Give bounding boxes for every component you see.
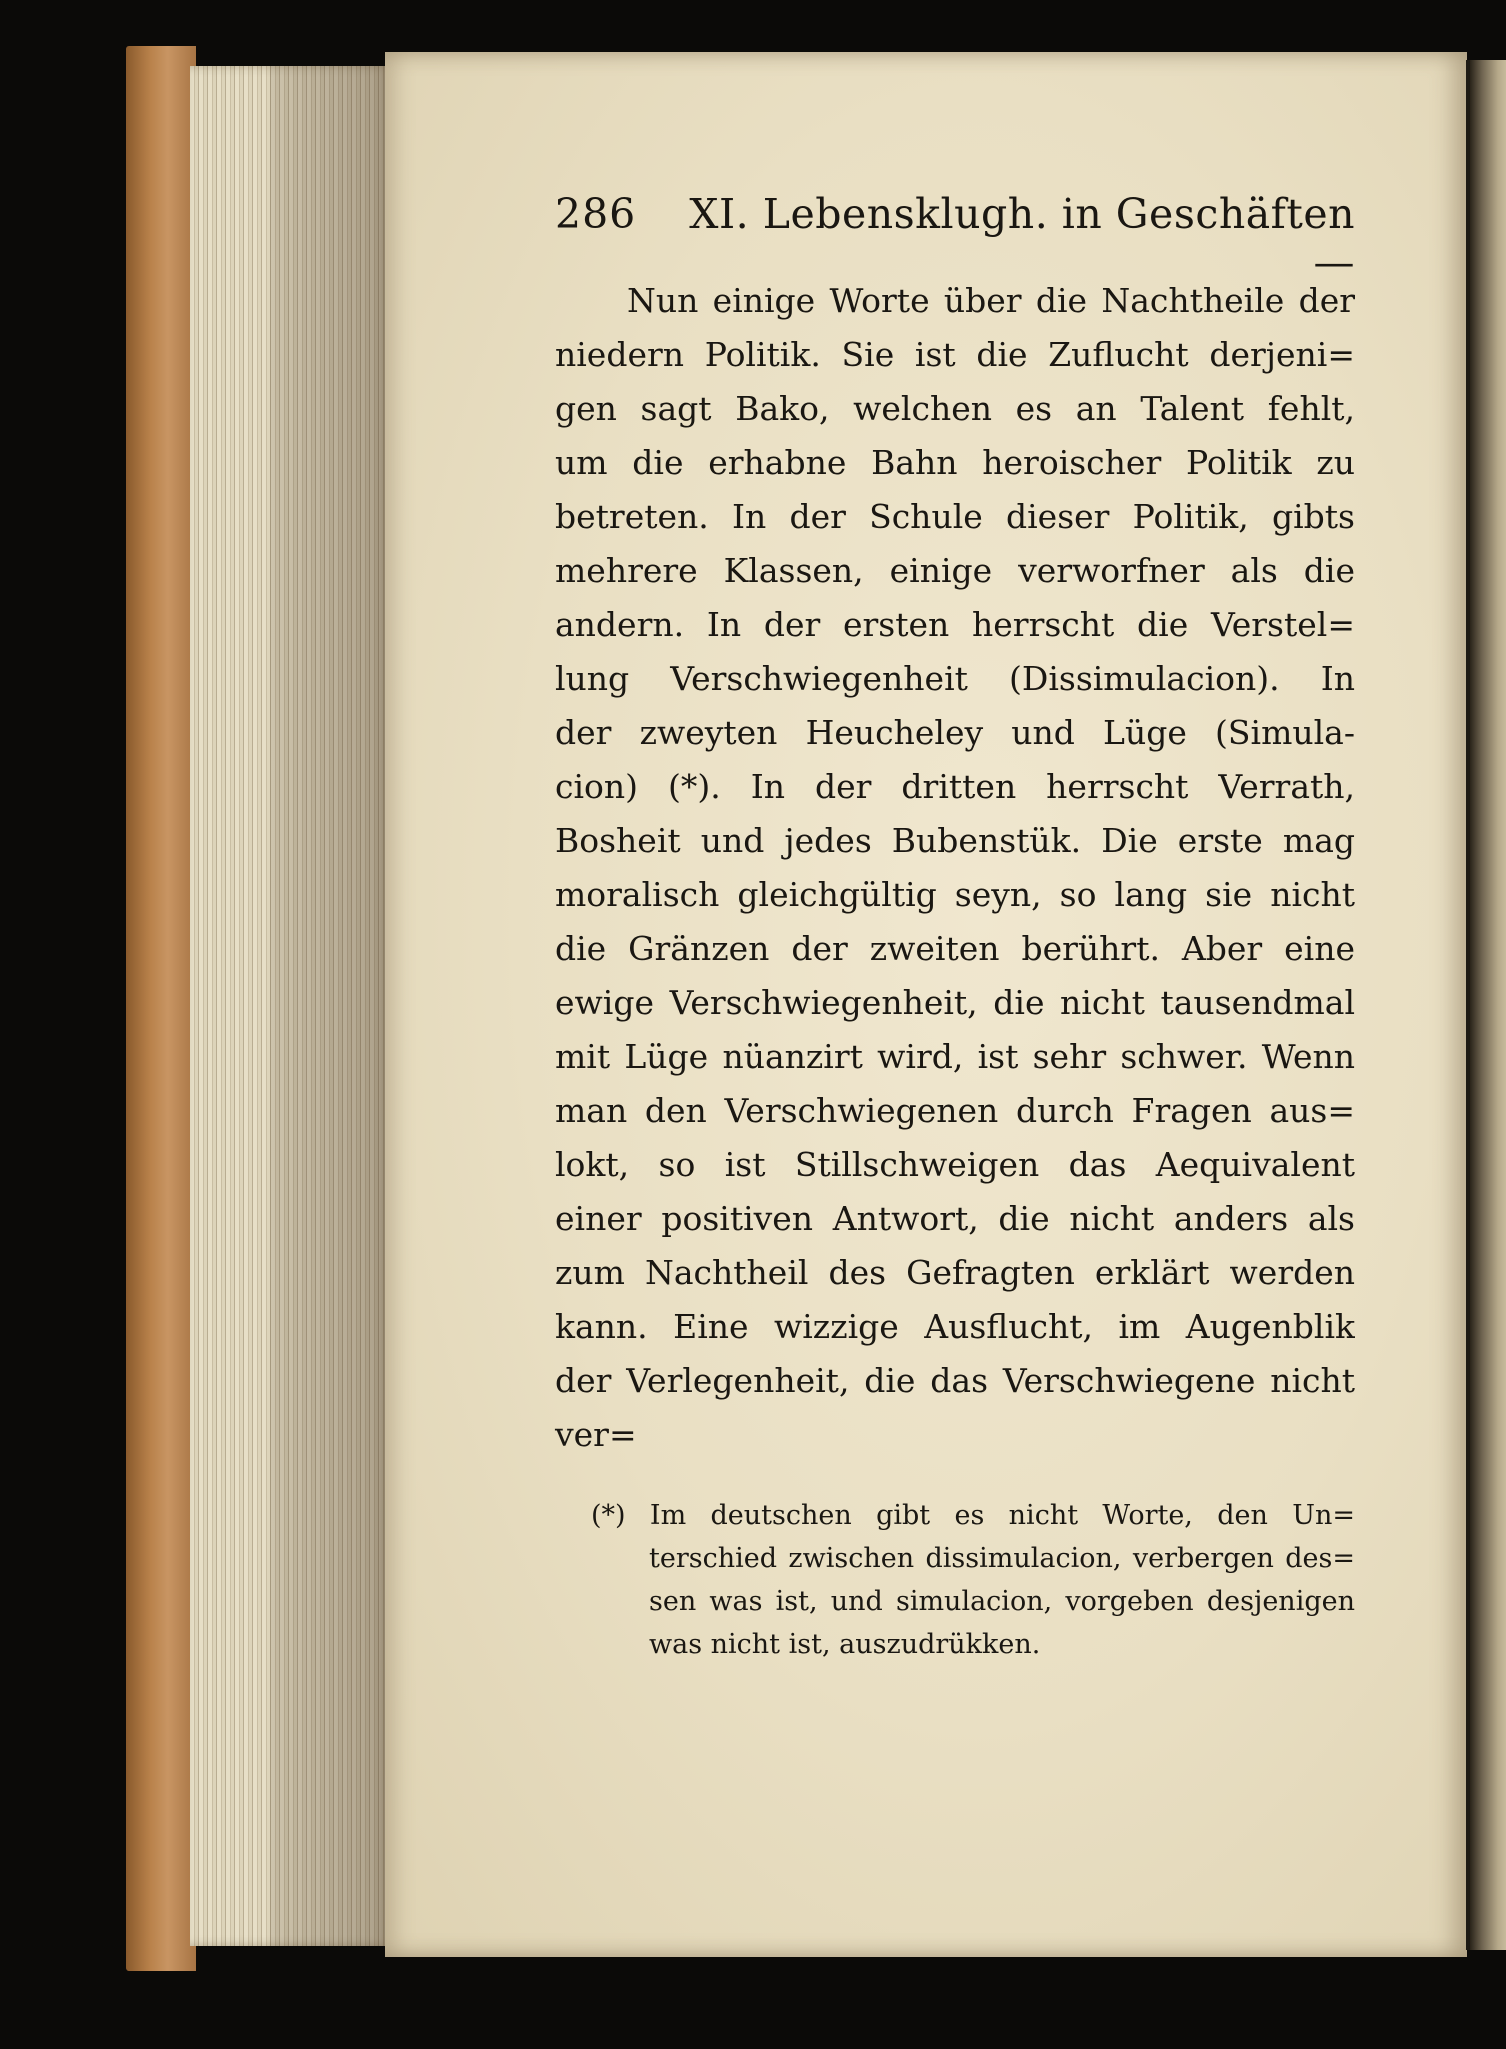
text-line: der Verlegenheit, die das Verschwiegene nicht [555, 1361, 1355, 1400]
text-line: um die erhabne Bahn heroischer Politik zu [555, 443, 1355, 482]
running-header [555, 190, 1355, 286]
text-line: der zweyten Heucheley und Lüge (Simula- [555, 713, 1355, 752]
text-line: Nun einige Worte über die Nachtheile der [627, 281, 1355, 320]
text-line: Bosheit und jedes Bubenstük. Die erste mag [555, 821, 1355, 860]
text-line: lokt, so ist Stillschweigen das Aequivalent [555, 1145, 1355, 1184]
text-line: man den Verschwiegenen durch Fragen aus= [555, 1091, 1355, 1130]
footnote [555, 1494, 1355, 1666]
facing-page-edge [1470, 60, 1506, 1950]
text-line: moralisch gleichgültig seyn, so lang sie nicht [555, 875, 1355, 914]
main-text [555, 274, 1355, 1462]
text-line: cion) (*). In der dritten herrscht Verrath, [555, 767, 1355, 806]
page-number: 286 [555, 190, 637, 238]
text-line: kann. Eine wizzige Ausflucht, im Augenblik [555, 1307, 1355, 1346]
footnote-line: (*) Im deutschen gibt es nicht Worte, den Un= [591, 1500, 1355, 1531]
text-line: betreten. In der Schule dieser Politik, gibts [555, 497, 1355, 536]
text-line: die Gränzen der zweiten berührt. Aber eine [555, 929, 1355, 968]
catchword: ver= [555, 1415, 637, 1454]
page-edges-shadow [270, 66, 390, 1946]
text-line: einer positiven Antwort, die nicht anders als [555, 1199, 1355, 1238]
text-line: gen sagt Bako, welchen es an Talent fehlt, [555, 389, 1355, 428]
book-cover-edge [126, 46, 196, 1971]
text-line: mit Lüge nüanzirt wird, ist sehr schwer. Wenn [555, 1037, 1355, 1076]
text-line: mehrere Klassen, einige verworfner als die [555, 551, 1355, 590]
page-content [555, 190, 1355, 1666]
footnote-line: terschied zwischen dissimulacion, verbergen des= [649, 1543, 1355, 1574]
text-line: andern. In der ersten herrscht die Verstel= [555, 605, 1355, 644]
running-title: XI. Lebensklugh. in Geschäften — [689, 190, 1355, 286]
text-line: ewige Verschwiegenheit, die nicht tausendmal [555, 983, 1355, 1022]
footnote-line: sen was ist, und simulacion, vorgeben desjenigen [649, 1586, 1355, 1617]
text-line: niedern Politik. Sie ist die Zuflucht derjeni= [555, 335, 1355, 374]
text-line: zum Nachtheil des Gefragten erklärt werden [555, 1253, 1355, 1292]
text-line: lung Verschwiegenheit (Dissimulacion). In [555, 659, 1355, 698]
footnote-line: was nicht ist, auszudrükken. [649, 1629, 1041, 1660]
